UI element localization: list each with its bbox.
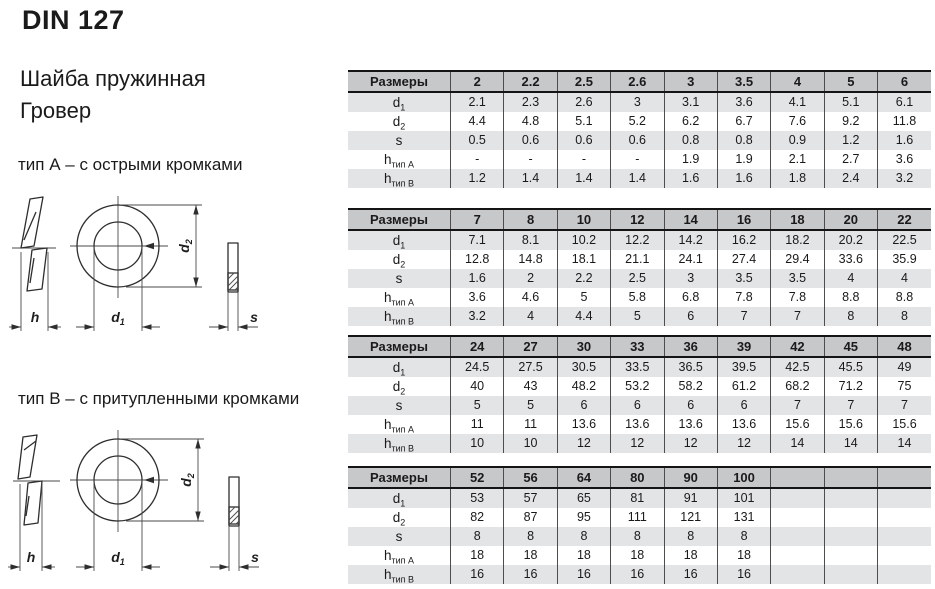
row-label: $h_{тип А}$ [383,152,415,169]
table-cell: 1.9 [664,150,717,169]
table-cell: 9.2 [824,112,877,131]
table-cell: 16 [611,565,664,584]
table-cell: 1.4 [611,169,664,188]
size-table-3 [348,335,931,453]
table-cell: 5.1 [557,112,610,131]
table-cell [824,546,877,565]
table-cell: 81 [611,488,664,508]
table-cell: 6 [664,396,717,415]
table-cell: 6 [557,396,610,415]
front-view [70,430,168,532]
column-header: 36 [664,336,717,357]
type-b-label: тип В – с притупленными кромками [18,389,300,408]
column-header: 2.2 [504,71,557,92]
table-cell: 5 [451,396,504,415]
table-cell: 27.4 [717,250,770,269]
table-cell: 13.6 [717,415,770,434]
h-label: h [26,549,36,565]
type-a-drawing [8,190,280,347]
row-label: $d_2$ [392,252,406,269]
table-cell: 3.5 [717,269,770,288]
table-cell: 101 [717,488,770,508]
table-cell: 12.2 [611,230,664,250]
table-cell: 16 [664,565,717,584]
table-cell: 2.3 [504,92,557,112]
s-label: s [251,549,259,565]
table-cell: 4 [504,307,557,326]
table-cell: 8 [504,527,557,546]
table-cell: 1.6 [878,131,932,150]
column-header: 52 [451,467,504,488]
subtitle-line-2: Гровер [20,98,92,123]
table-cell: 7 [824,396,877,415]
table-cell: 36.5 [664,357,717,377]
table-cell: 29.4 [771,250,824,269]
table-cell: 43 [504,377,557,396]
table-cell: 14.2 [664,230,717,250]
column-header: 90 [664,467,717,488]
table-cell: 0.9 [771,131,824,150]
table-cell: 1.4 [557,169,610,188]
table-cell: 27.5 [504,357,557,377]
row-label: $h_{тип В}$ [383,309,415,326]
table-cell: 48.2 [557,377,610,396]
table-header-label: Размеры [348,209,451,230]
table-cell: 18 [451,546,504,565]
inner-edge-arrow [144,477,154,483]
table-cell: 12 [611,434,664,453]
table-header-label: Размеры [348,71,451,92]
table-cell: 42.5 [771,357,824,377]
column-header: 16 [717,209,770,230]
table-row [348,250,931,269]
table-cell: 16.2 [717,230,770,250]
size-tables [348,70,931,584]
column-header: 7 [451,209,504,230]
table-cell: 33.5 [611,357,664,377]
front-view [70,196,168,298]
table-cell: 2.7 [824,150,877,169]
table-cell: 18.2 [771,230,824,250]
table-cell: 61.2 [717,377,770,396]
table-cell: 53 [451,488,504,508]
table-cell: 7.8 [717,288,770,307]
header-row [348,336,931,357]
column-header: 80 [611,467,664,488]
column-header [771,467,824,488]
table-cell [771,488,824,508]
table-row [348,508,931,527]
column-header: 33 [611,336,664,357]
table-cell: 45.5 [824,357,877,377]
table-cell: 8 [878,307,932,326]
row-label: s [395,133,403,148]
table-cell: 1.2 [451,169,504,188]
size-table-1 [348,70,931,188]
row-label: $d_2$ [392,114,406,131]
column-header: 20 [824,209,877,230]
table-cell: - [504,150,557,169]
table-cell: 3.6 [878,150,932,169]
side-view [12,197,56,291]
table-cell: 18 [717,546,770,565]
table-cell: 7 [717,307,770,326]
table-cell: 1.6 [451,269,504,288]
table-row [348,434,931,453]
table-cell: 13.6 [611,415,664,434]
row-label: $h_{тип В}$ [383,171,415,188]
column-header: 24 [451,336,504,357]
table-cell: 8 [664,527,717,546]
table-cell: 24.1 [664,250,717,269]
column-header: 48 [878,336,932,357]
column-header: 39 [717,336,770,357]
table-row [348,527,931,546]
table-cell: 11 [504,415,557,434]
table-cell [824,508,877,527]
table-cell: 16 [717,565,770,584]
table-row [348,150,931,169]
table-cell: 3.2 [878,169,932,188]
table-cell: 8 [717,527,770,546]
table-cell: 33.6 [824,250,877,269]
table-cell: 40 [451,377,504,396]
table-cell: 3 [664,269,717,288]
table-cell: 5 [504,396,557,415]
table-cell: 87 [504,508,557,527]
table-cell [878,565,932,584]
table-row [348,546,931,565]
table-cell: 2.6 [557,92,610,112]
table-cell: - [557,150,610,169]
h-label: h [30,309,40,325]
table-cell: 2 [504,269,557,288]
table-cell: 4.4 [557,307,610,326]
table-row [348,307,931,326]
table-cell: 8 [824,307,877,326]
table-cell: 0.5 [451,131,504,150]
table-cell: 3 [611,92,664,112]
table-cell: 14.8 [504,250,557,269]
table-cell: 7.1 [451,230,504,250]
table-cell: 15.6 [824,415,877,434]
table-cell [771,565,824,584]
table-cell: 20.2 [824,230,877,250]
table-cell: 2.5 [611,269,664,288]
row-label: s [395,529,403,544]
row-label: $h_{тип А}$ [383,290,415,307]
table-cell: 0.6 [611,131,664,150]
table-cell: 8.8 [824,288,877,307]
table-cell: 35.9 [878,250,932,269]
header-row [348,209,931,230]
column-header [824,467,877,488]
table-cell: 6.7 [717,112,770,131]
table-cell: 6 [717,396,770,415]
table-cell: 30.5 [557,357,610,377]
table-cell: 65 [557,488,610,508]
column-header: 6 [878,71,932,92]
table-cell: 0.6 [504,131,557,150]
table-cell: 4.6 [504,288,557,307]
table-cell: 12.8 [451,250,504,269]
table-cell: 8 [451,527,504,546]
column-header: 27 [504,336,557,357]
table-cell: 12 [717,434,770,453]
table-cell [878,488,932,508]
table-cell: 3.6 [717,92,770,112]
table-header-label: Размеры [348,467,451,488]
table-cell: 18.1 [557,250,610,269]
row-label: $h_{тип А}$ [383,417,415,434]
table-cell [878,508,932,527]
table-cell: 7.8 [771,288,824,307]
row-label: $d_2$ [392,510,406,527]
table-cell: 18 [504,546,557,565]
column-header: 42 [771,336,824,357]
table-cell: 7 [771,396,824,415]
table-cell: 14 [771,434,824,453]
table-cell: 10 [451,434,504,453]
table-cell: 1.8 [771,169,824,188]
table-cell: 24.5 [451,357,504,377]
table-cell [771,546,824,565]
table-cell: 8.8 [878,288,932,307]
table-row [348,396,931,415]
table-row [348,415,931,434]
table-cell: 58.2 [664,377,717,396]
row-label: $d_2$ [392,379,406,396]
row-label: $d_1$ [392,360,406,377]
table-cell: 13.6 [557,415,610,434]
table-row [348,377,931,396]
row-label: $h_{тип А}$ [383,548,415,565]
table-cell: 3.1 [664,92,717,112]
table-cell: 11.8 [878,112,932,131]
table-row [348,230,931,250]
column-header: 8 [504,209,557,230]
table-cell: 2.1 [451,92,504,112]
section-view [210,477,259,571]
table-cell: 95 [557,508,610,527]
size-table-2 [348,208,931,326]
table-cell: 8.1 [504,230,557,250]
size-table-4 [348,466,931,584]
column-header: 5 [824,71,877,92]
table-cell: 3.2 [451,307,504,326]
table-row [348,92,931,112]
table-cell: 5.1 [824,92,877,112]
column-header: 3.5 [717,71,770,92]
table-cell: 8 [557,527,610,546]
table-cell: 4.1 [771,92,824,112]
table-cell: 91 [664,488,717,508]
table-cell: 75 [878,377,932,396]
table-row [348,357,931,377]
column-header: 2.5 [557,71,610,92]
table-cell: 13.6 [664,415,717,434]
table-cell: 0.8 [717,131,770,150]
table-cell: 6 [611,396,664,415]
column-header: 4 [771,71,824,92]
subtitle-line-1: Шайба пружинная [20,66,206,91]
table-cell: 15.6 [771,415,824,434]
table-cell: 1.9 [717,150,770,169]
table-cell: 57 [504,488,557,508]
column-header: 45 [824,336,877,357]
table-cell [771,527,824,546]
column-header [878,467,932,488]
table-cell: 1.4 [504,169,557,188]
table-cell: 121 [664,508,717,527]
table-cell: 111 [611,508,664,527]
table-cell: 6.8 [664,288,717,307]
table-cell: 2.4 [824,169,877,188]
type-a-label: тип А – с острыми кромками [18,155,243,174]
column-header: 14 [664,209,717,230]
row-label: $d_1$ [392,491,406,508]
table-cell [824,565,877,584]
table-cell: 82 [451,508,504,527]
spring-washer-type-b-diagram [8,424,288,582]
spring-washer-type-a-diagram [8,190,280,342]
table-cell: 2.1 [771,150,824,169]
s-label: s [250,309,258,325]
column-header: 2.6 [611,71,664,92]
d1-label: $d_1$ [111,549,125,567]
table-row [348,288,931,307]
row-label: s [395,271,403,286]
table-cell: 7.6 [771,112,824,131]
table-row [348,488,931,508]
table-cell: 7 [771,307,824,326]
table-cell: 53.2 [611,377,664,396]
table-cell: 0.8 [664,131,717,150]
table-cell: 22.5 [878,230,932,250]
table-cell: 18 [611,546,664,565]
table-cell: 16 [451,565,504,584]
column-header: 30 [557,336,610,357]
table-cell: 11 [451,415,504,434]
d2-label: $d_2$ [176,239,194,253]
table-row [348,565,931,584]
table-cell: 131 [717,508,770,527]
column-header: 64 [557,467,610,488]
column-header: 12 [611,209,664,230]
table-cell: 10.2 [557,230,610,250]
table-cell: 15.6 [878,415,932,434]
table-cell: 2.2 [557,269,610,288]
table-cell: 8 [611,527,664,546]
table-cell: 12 [557,434,610,453]
table-cell: 3.6 [451,288,504,307]
header-row [348,71,931,92]
table-cell: 71.2 [824,377,877,396]
column-header: 2 [451,71,504,92]
table-cell: 16 [557,565,610,584]
row-label: s [395,398,403,413]
table-cell: - [451,150,504,169]
table-cell: 5 [557,288,610,307]
d2-label: $d_2$ [178,473,196,487]
table-cell: 4 [878,269,932,288]
column-header: 3 [664,71,717,92]
table-row [348,269,931,288]
row-label: $h_{тип В}$ [383,436,415,453]
table-cell: 4.4 [451,112,504,131]
d1-label: $d_1$ [111,309,125,327]
subtitle [20,63,206,127]
table-cell: - [611,150,664,169]
table-cell: 0.6 [557,131,610,150]
table-row [348,131,931,150]
table-cell: 10 [504,434,557,453]
table-cell: 1.6 [664,169,717,188]
section-view [209,243,258,331]
column-header: 100 [717,467,770,488]
column-header: 18 [771,209,824,230]
page-title: DIN 127 [22,5,125,35]
table-cell: 6 [664,307,717,326]
table-cell: 12 [664,434,717,453]
row-label: $h_{тип В}$ [383,567,415,584]
table-cell: 21.1 [611,250,664,269]
table-cell: 5.8 [611,288,664,307]
table-cell: 1.2 [824,131,877,150]
table-cell: 68.2 [771,377,824,396]
table-cell: 14 [878,434,932,453]
table-cell: 39.5 [717,357,770,377]
inner-edge-arrow [144,243,154,249]
table-cell: 18 [557,546,610,565]
column-header: 10 [557,209,610,230]
table-cell: 1.6 [717,169,770,188]
table-cell: 7 [878,396,932,415]
type-b-drawing [8,424,288,587]
table-cell [824,527,877,546]
header-row [348,467,931,488]
table-cell: 5.2 [611,112,664,131]
table-cell [824,488,877,508]
table-cell [878,527,932,546]
row-label: $d_1$ [392,233,406,250]
table-cell: 49 [878,357,932,377]
table-header-label: Размеры [348,336,451,357]
row-label: $d_1$ [392,95,406,112]
table-cell: 18 [664,546,717,565]
table-cell [878,546,932,565]
table-cell: 5 [611,307,664,326]
table-cell: 3.5 [771,269,824,288]
table-cell: 6.2 [664,112,717,131]
table-row [348,169,931,188]
table-cell: 16 [504,565,557,584]
column-header: 56 [504,467,557,488]
table-cell: 4.8 [504,112,557,131]
table-row [348,112,931,131]
table-cell: 4 [824,269,877,288]
table-cell [771,508,824,527]
column-header: 22 [878,209,932,230]
table-cell: 6.1 [878,92,932,112]
table-cell: 14 [824,434,877,453]
